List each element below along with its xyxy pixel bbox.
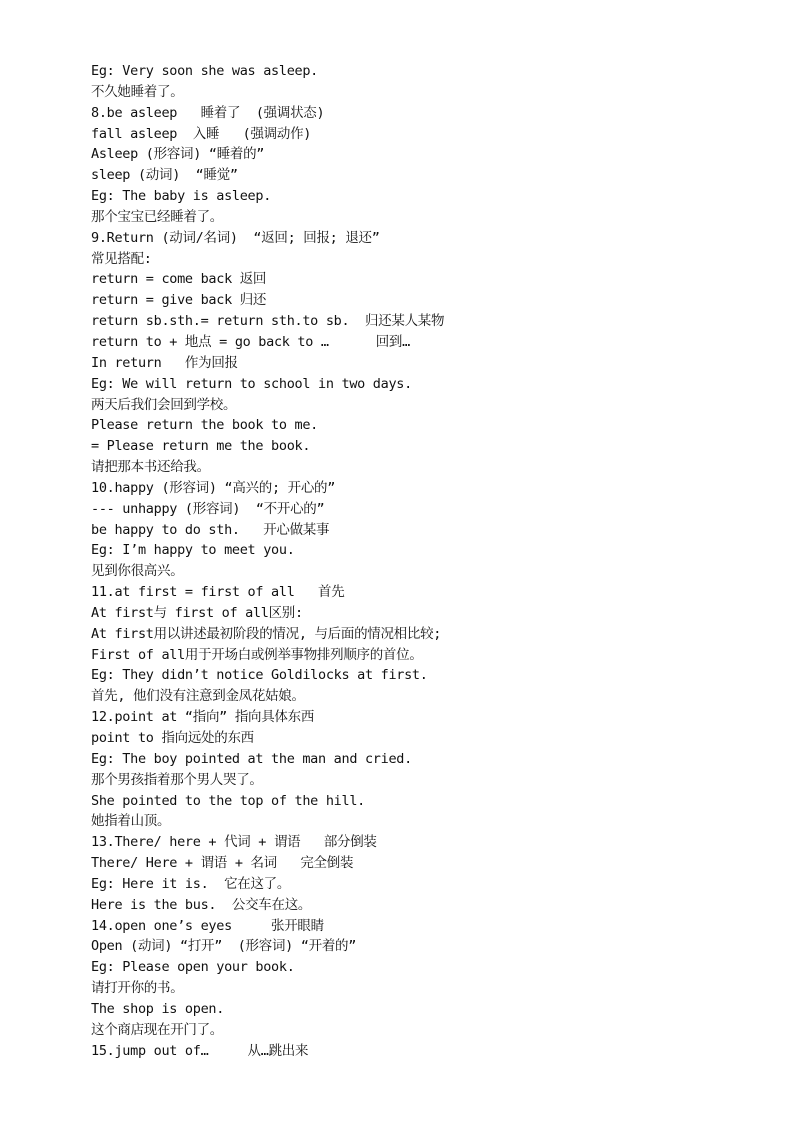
text-line: Open (动词) “打开” (形容词) “开着的” xyxy=(91,938,357,955)
text-line: In return 作为回报 xyxy=(91,354,238,371)
text-line: Please return the book to me. xyxy=(91,417,319,434)
text-line: Eg: Please open your book. xyxy=(91,959,295,976)
text-line: 请打开你的书。 xyxy=(91,980,184,997)
text-line: --- unhappy (形容词) “不开心的” xyxy=(91,500,325,517)
text-line: 见到你很高兴。 xyxy=(91,563,184,580)
text-line: Eg: The baby is asleep. xyxy=(91,188,272,205)
text-line: fall asleep 入睡 (强调动作) xyxy=(91,125,312,142)
text-line: 11.at first = first of all 首先 xyxy=(91,584,345,601)
text-line: 12.point at “指向” 指向具体东西 xyxy=(91,709,315,726)
text-line: First of all用于开场白或例举事物排列顺序的首位。 xyxy=(91,646,423,663)
text-line: = Please return me the book. xyxy=(91,438,311,455)
text-line: There/ Here + 谓语 + 名词 完全倒装 xyxy=(91,855,354,872)
text-line: 这个商店现在开门了。 xyxy=(91,1021,223,1038)
text-line: 15.jump out of… 从…跳出来 xyxy=(91,1042,309,1059)
text-line: At first用以讲述最初阶段的情况, 与后面的情况相比较; xyxy=(91,625,442,642)
text-line: Eg: Very soon she was asleep. xyxy=(91,63,319,79)
document-page xyxy=(91,61,751,1062)
text-line: be happy to do sth. 开心做某事 xyxy=(91,521,330,538)
text-line: return = come back 返回 xyxy=(91,271,267,288)
text-line: Eg: The boy pointed at the man and cried. xyxy=(91,750,412,767)
text-line: 9.Return (动词/名词) “返回; 回报; 退还” xyxy=(91,229,380,246)
text-line: return = give back 归还 xyxy=(91,292,267,309)
text-line: 常见搭配: xyxy=(91,250,152,267)
text-line: 13.There/ here + 代词 + 谓语 部分倒装 xyxy=(91,834,377,851)
text-line: sleep (动词) “睡觉” xyxy=(91,167,238,184)
text-line: 那个男孩指着那个男人哭了。 xyxy=(91,771,263,788)
text-line: return to + 地点 = go back to … 回到… xyxy=(91,333,410,350)
text-line: The shop is open. xyxy=(91,1000,225,1017)
text-line: At first与 first of all区别: xyxy=(91,604,303,621)
text-line: Eg: They didn’t notice Goldilocks at first. xyxy=(91,667,428,684)
text-line: 那个宝宝已经睡着了。 xyxy=(91,208,223,225)
text-line: She pointed to the top of the hill. xyxy=(91,792,365,809)
text-line: 8.be asleep 睡着了 (强调状态) xyxy=(91,104,325,121)
text-line: 她指着山顶。 xyxy=(91,813,171,830)
text-line: 请把那本书还给我。 xyxy=(91,459,210,476)
text-line: 不久她睡着了。 xyxy=(91,83,184,100)
text-line: Eg: Here it is. 它在这了。 xyxy=(91,875,291,892)
text-line: 两天后我们会回到学校。 xyxy=(91,396,237,413)
text-line: point to 指向远处的东西 xyxy=(91,730,254,746)
text-line: Eg: I’m happy to meet you. xyxy=(91,542,295,559)
text-line: return sb.sth.= return sth.to sb. 归还某人某物 xyxy=(91,313,445,330)
text-line: 10.happy (形容词) “高兴的; 开心的” xyxy=(91,479,336,496)
text-line: Asleep (形容词) “睡着的” xyxy=(91,146,265,163)
text-line: Here is the bus. 公交车在这。 xyxy=(91,896,312,913)
text-line: Eg: We will return to school in two days. xyxy=(91,375,412,392)
text-line: 首先, 他们没有注意到金凤花姑娘。 xyxy=(91,688,305,705)
text-line: 14.open one’s eyes 张开眼睛 xyxy=(91,917,324,934)
